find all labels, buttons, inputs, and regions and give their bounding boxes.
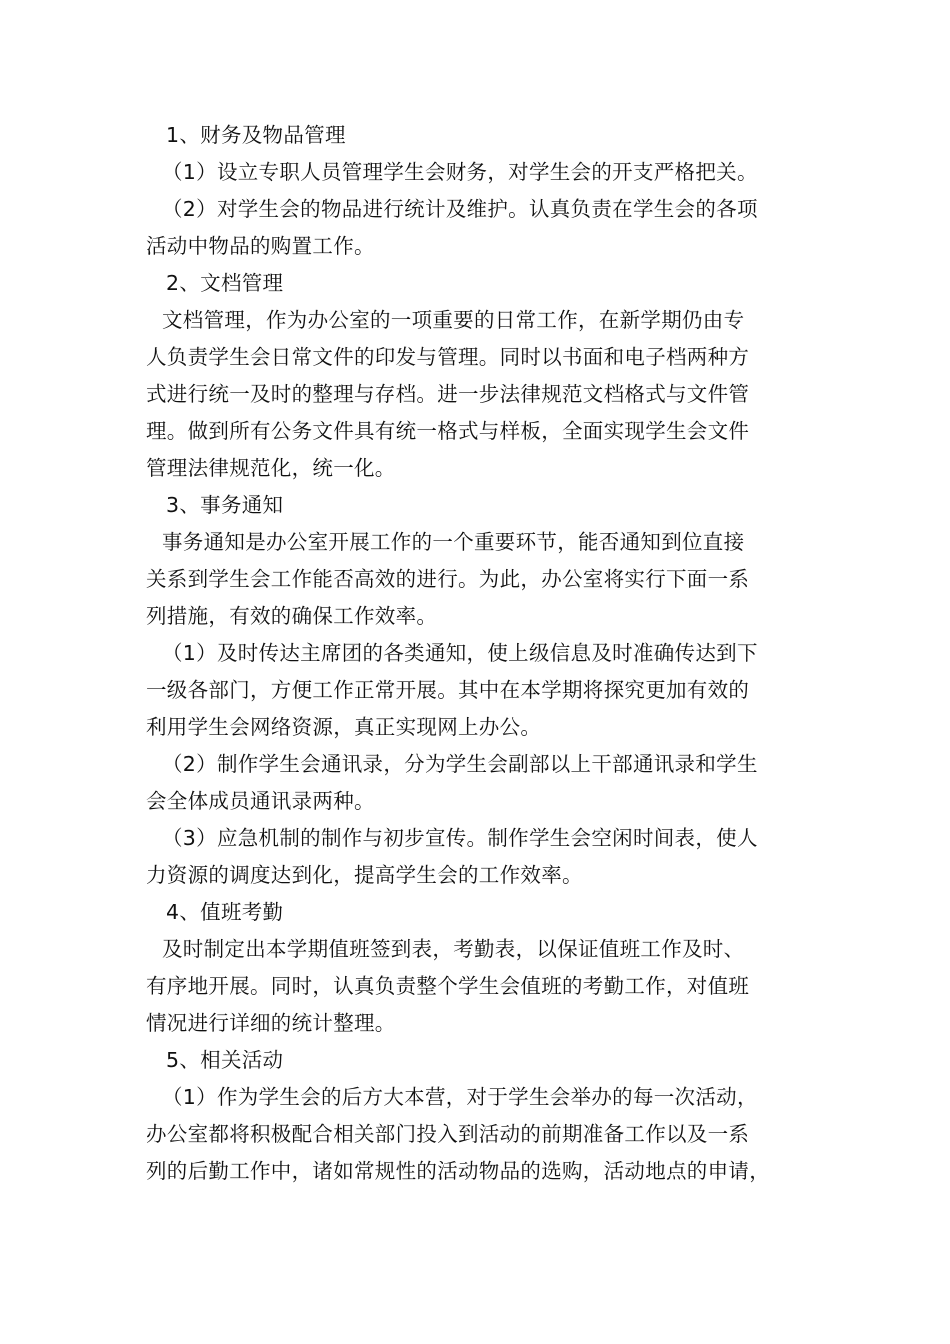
section-heading-activities: 5、相关活动: [166, 1048, 284, 1072]
paragraph-line: 文档管理，作为办公室的一项重要的日常工作，在新学期仍由专: [162, 308, 745, 332]
section-heading-notices: 3、事务通知: [166, 493, 284, 517]
paragraph-line: 关系到学生会工作能否高效的进行。为此，办公室将实行下面一系: [146, 567, 750, 591]
paragraph-line: 人负责学生会日常文件的印发与管理。同时以书面和电子档两种方: [146, 345, 750, 369]
paragraph-line: 活动中物品的购置工作。: [146, 234, 375, 258]
paragraph-line: 办公室都将积极配合相关部门投入到活动的前期准备工作以及一系: [146, 1122, 750, 1146]
document-body: [146, 117, 818, 1190]
paragraph-line: （2）制作学生会通讯录，分为学生会副部以上干部通讯录和学生: [162, 752, 758, 776]
paragraph-line: （1）作为学生会的后方大本营，对于学生会举办的每一次活动，: [162, 1085, 758, 1109]
paragraph-line: 会全体成员通讯录两种。: [146, 789, 375, 813]
paragraph-line: 管理法律规范化，统一化。: [146, 456, 396, 480]
paragraph-line: 列的后勤工作中，诸如常规性的活动物品的选购，活动地点的申请，: [146, 1159, 770, 1183]
paragraph-line: 式进行统一及时的整理与存档。进一步法律规范文档格式与文件管: [146, 382, 750, 406]
paragraph-line: 事务通知是办公室开展工作的一个重要环节，能否通知到位直接: [162, 530, 745, 554]
section-heading-duty: 4、值班考勤: [166, 900, 284, 924]
section-heading-documents: 2、文档管理: [166, 271, 284, 295]
paragraph-line: 情况进行详细的统计整理。: [146, 1011, 396, 1035]
paragraph-line: （2）对学生会的物品进行统计及维护。认真负责在学生会的各项: [162, 197, 758, 221]
section-heading-finance: 1、财务及物品管理: [166, 123, 346, 147]
paragraph-line: 利用学生会网络资源，真正实现网上办公。: [146, 715, 542, 739]
paragraph-line: 理。做到所有公务文件具有统一格式与样板，全面实现学生会文件: [146, 419, 750, 443]
paragraph-line: （1）及时传达主席团的各类通知，使上级信息及时准确传达到下: [162, 641, 758, 665]
paragraph-line: （1）设立专职人员管理学生会财务，对学生会的开支严格把关。: [162, 160, 758, 184]
paragraph-line: 力资源的调度达到化，提高学生会的工作效率。: [146, 863, 583, 887]
paragraph-line: （3）应急机制的制作与初步宣传。制作学生会空闲时间表，使人: [162, 826, 758, 850]
paragraph-line: 一级各部门，方便工作正常开展。其中在本学期将探究更加有效的: [146, 678, 750, 702]
paragraph-line: 及时制定出本学期值班签到表，考勤表，以保证值班工作及时、: [162, 937, 745, 961]
paragraph-line: 有序地开展。同时，认真负责整个学生会值班的考勤工作，对值班: [146, 974, 750, 998]
paragraph-line: 列措施，有效的确保工作效率。: [146, 604, 438, 628]
